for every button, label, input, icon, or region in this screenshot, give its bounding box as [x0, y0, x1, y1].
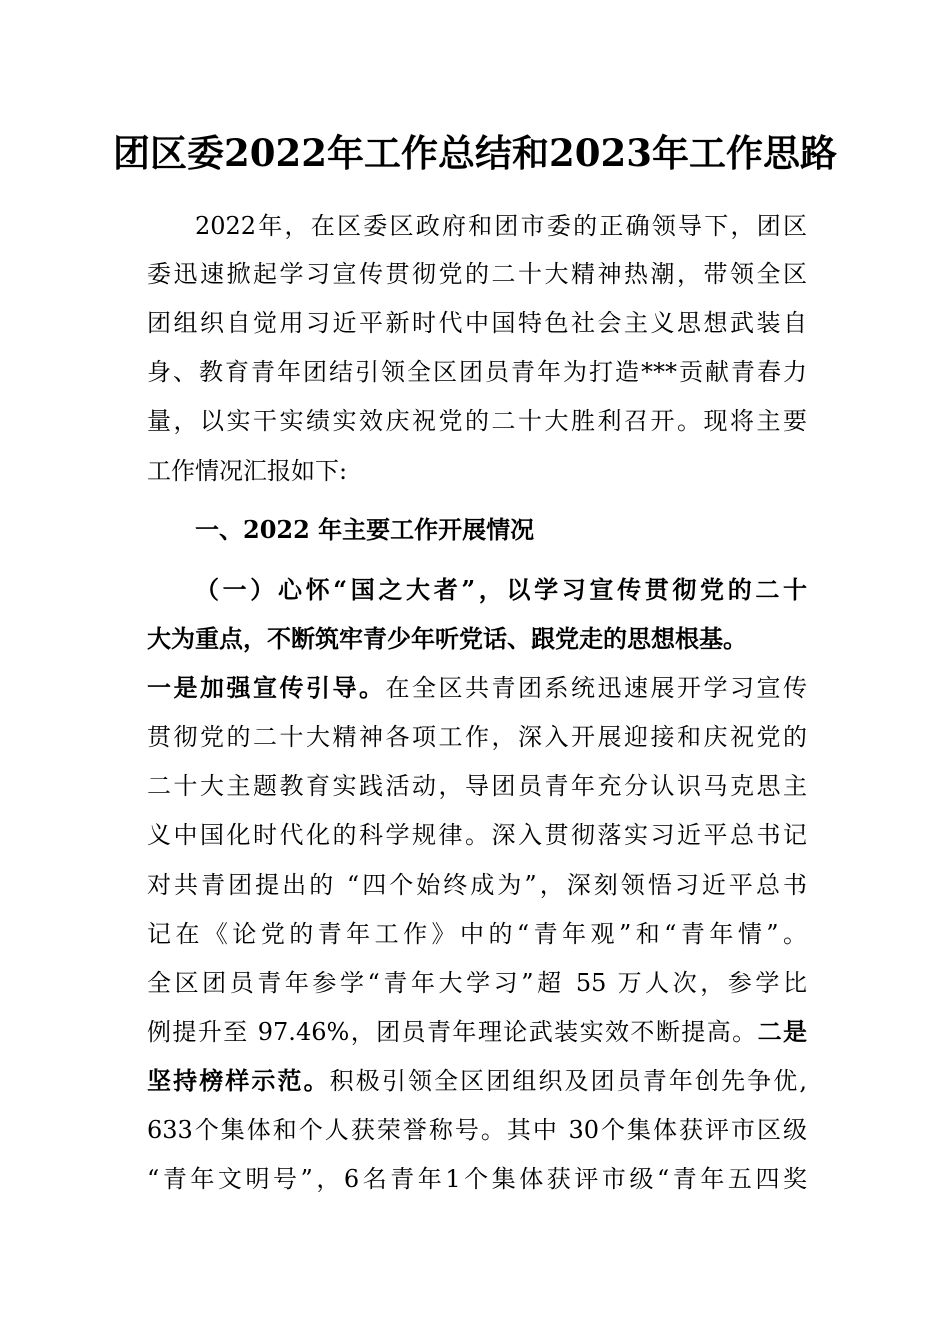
body-line: 记在《论党的青年工作》中的“青年观”和“青年情”。: [147, 920, 807, 948]
body-line: 贯彻党的二十大精神各项工作，深入开展迎接和庆祝党的: [147, 723, 807, 751]
section-heading: 一、2022 年主要工作开展情况: [195, 515, 535, 544]
intro-line: 2022年，在区委区政府和团市委的正确领导下，团区: [195, 212, 807, 240]
body-text: 例提升至 97.46%，团员青年理论武装实效不断提高。: [147, 1018, 758, 1046]
body-line: [147, 672, 807, 704]
intro-line: 委迅速掀起学习宣传贯彻党的二十大精神热潮，带领全区: [147, 260, 807, 288]
subsection-heading-line: 大为重点，不断筑牢青少年听党话、跟党走的思想根基。: [147, 624, 747, 653]
body-line: 对共青团提出的 “四个始终成为”，深刻领悟习近平总书: [147, 871, 807, 899]
intro-line: 量，以实干实绩实效庆祝党的二十大胜利召开。现将主要: [147, 407, 807, 435]
body-text: 在全区共青团系统迅速展开学习宣传: [385, 674, 807, 702]
intro-line: 团组织自觉用习近平新时代中国特色社会主义思想武装自: [147, 309, 807, 337]
intro-line: 身、教育青年团结引领全区团员青年为打造***贡献青春力: [147, 358, 807, 386]
subsection-heading-line: （一）心怀“国之大者”，以学习宣传贯彻党的二十: [195, 575, 807, 604]
body-line: [147, 1065, 807, 1097]
intro-line: 工作情况汇报如下:: [147, 457, 348, 485]
body-line: 二十大主题教育实践活动，导团员青年充分认识马克思主: [147, 772, 807, 800]
page-title: 团区委2022年工作总结和2023年工作思路: [113, 131, 837, 175]
body-line: 633个集体和个人获荣誉称号。其中 30个集体获评市区级: [147, 1116, 807, 1144]
point-lead: 坚持榜样示范。: [147, 1066, 330, 1095]
body-line: 全区团员青年参学“青年大学习”超 55 万人次，参学比: [147, 969, 807, 997]
point-lead: 二是: [757, 1017, 807, 1046]
point-lead: 一是加强宣传引导。: [147, 673, 386, 702]
body-line: [147, 1016, 807, 1048]
body-line: “青年文明号”，6名青年1个集体获评市级“青年五四奖: [147, 1165, 807, 1193]
body-text: 积极引领全区团组织及团员青年创先争优,: [329, 1067, 807, 1095]
body-line: 义中国化时代化的科学规律。深入贯彻落实习近平总书记: [147, 821, 807, 849]
